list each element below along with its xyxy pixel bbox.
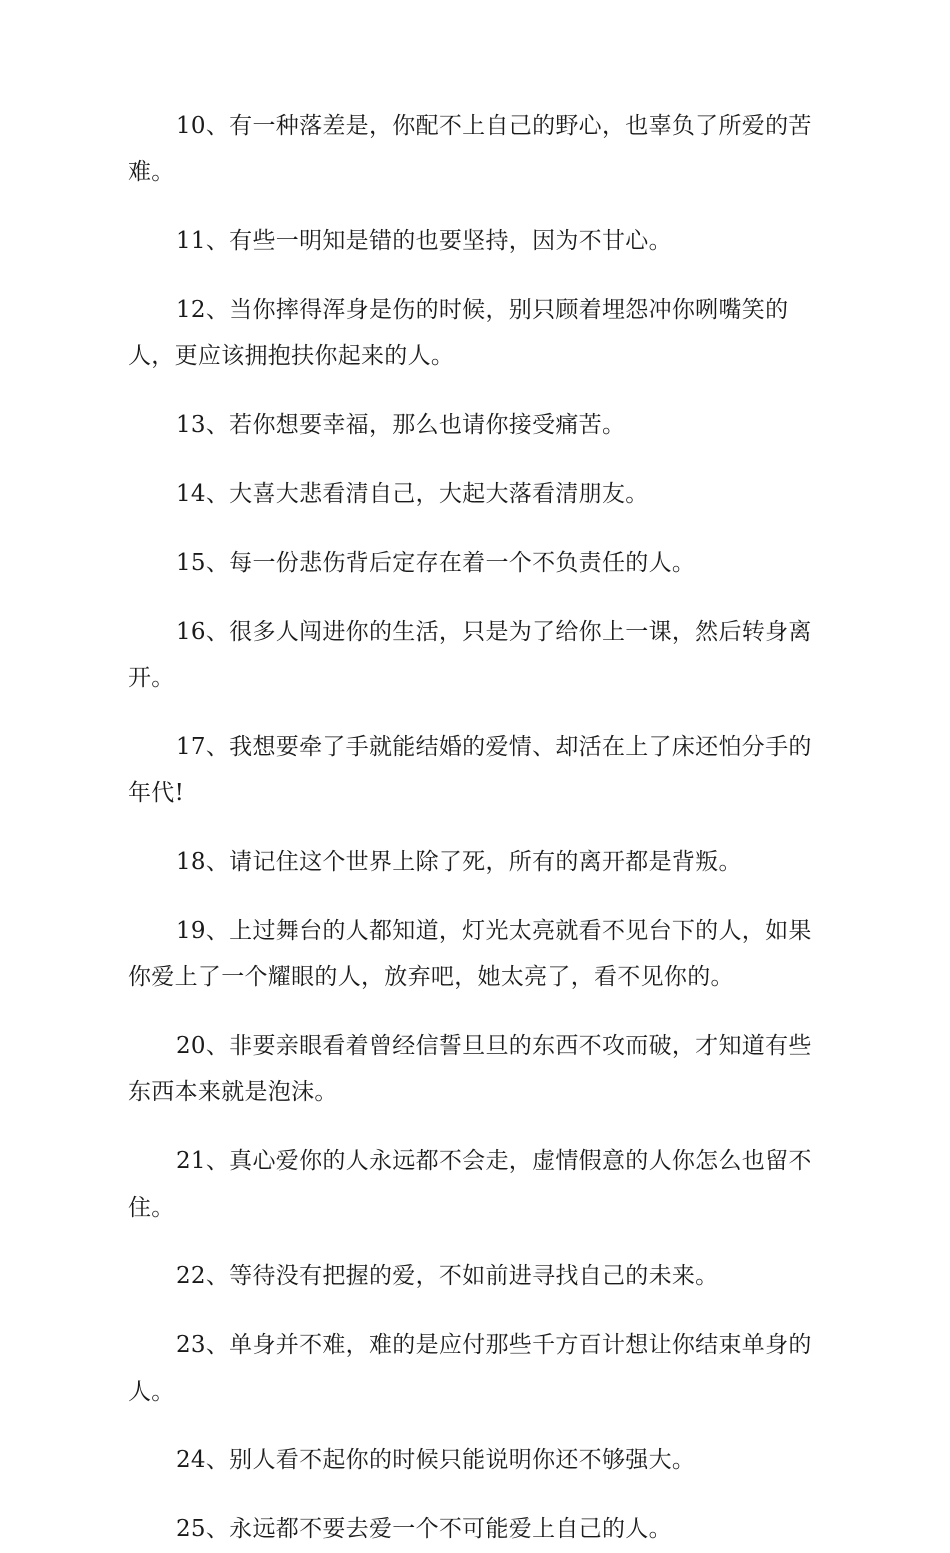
- quote-item-23: 23、单身并不难，难的是应付那些千方百计想让你结束单身的人。: [128, 1332, 812, 1405]
- quote-item-15: 15、每一份悲伤背后定存在着一个不负责任的人。: [176, 549, 696, 576]
- quote-item-13: 13、若你想要幸福，那么也请你接受痛苦。: [176, 412, 626, 439]
- quote-item-10: 10、有一种落差是，你配不上自己的野心，也辜负了所爱的苦难。: [128, 113, 812, 186]
- quote-item-21: 21、真心爱你的人永远都不会走，虚情假意的人你怎么也留不住。: [128, 1148, 812, 1221]
- quote-item-16: 16、很多人闯进你的生活，只是为了给你上一课，然后转身离开。: [128, 618, 812, 691]
- quote-item-19: 19、上过舞台的人都知道，灯光太亮就看不见台下的人，如果你爱上了一个耀眼的人，放弃吧，她太亮了，看不见你的。: [128, 917, 812, 991]
- quote-item-17: 17、我想要牵了手就能结婚的爱情、却活在上了床还怕分手的年代!: [128, 733, 812, 807]
- quote-item-25: 25、永远都不要去爱一个不可能爱上自己的人。: [176, 1516, 672, 1543]
- quote-item-22: 22、等待没有把握的爱，不如前进寻找自己的未来。: [176, 1263, 719, 1290]
- quote-item-12: 12、当你摔得浑身是伤的时候，别只顾着埋怨冲你咧嘴笑的人，更应该拥抱扶你起来的人。: [128, 297, 789, 370]
- quote-item-14: 14、大喜大悲看清自己，大起大落看清朋友。: [176, 481, 649, 507]
- quote-item-18: 18、请记住这个世界上除了死，所有的离开都是背叛。: [176, 849, 742, 875]
- quote-item-20: 20、非要亲眼看着曾经信誓旦旦的东西不攻而破，才知道有些东西本来就是泡沫。: [128, 1033, 812, 1106]
- quote-item-11: 11、有些一明知是错的也要坚持，因为不甘心。: [176, 228, 672, 255]
- quote-item-24: 24、别人看不起你的时候只能说明你还不够强大。: [176, 1447, 696, 1474]
